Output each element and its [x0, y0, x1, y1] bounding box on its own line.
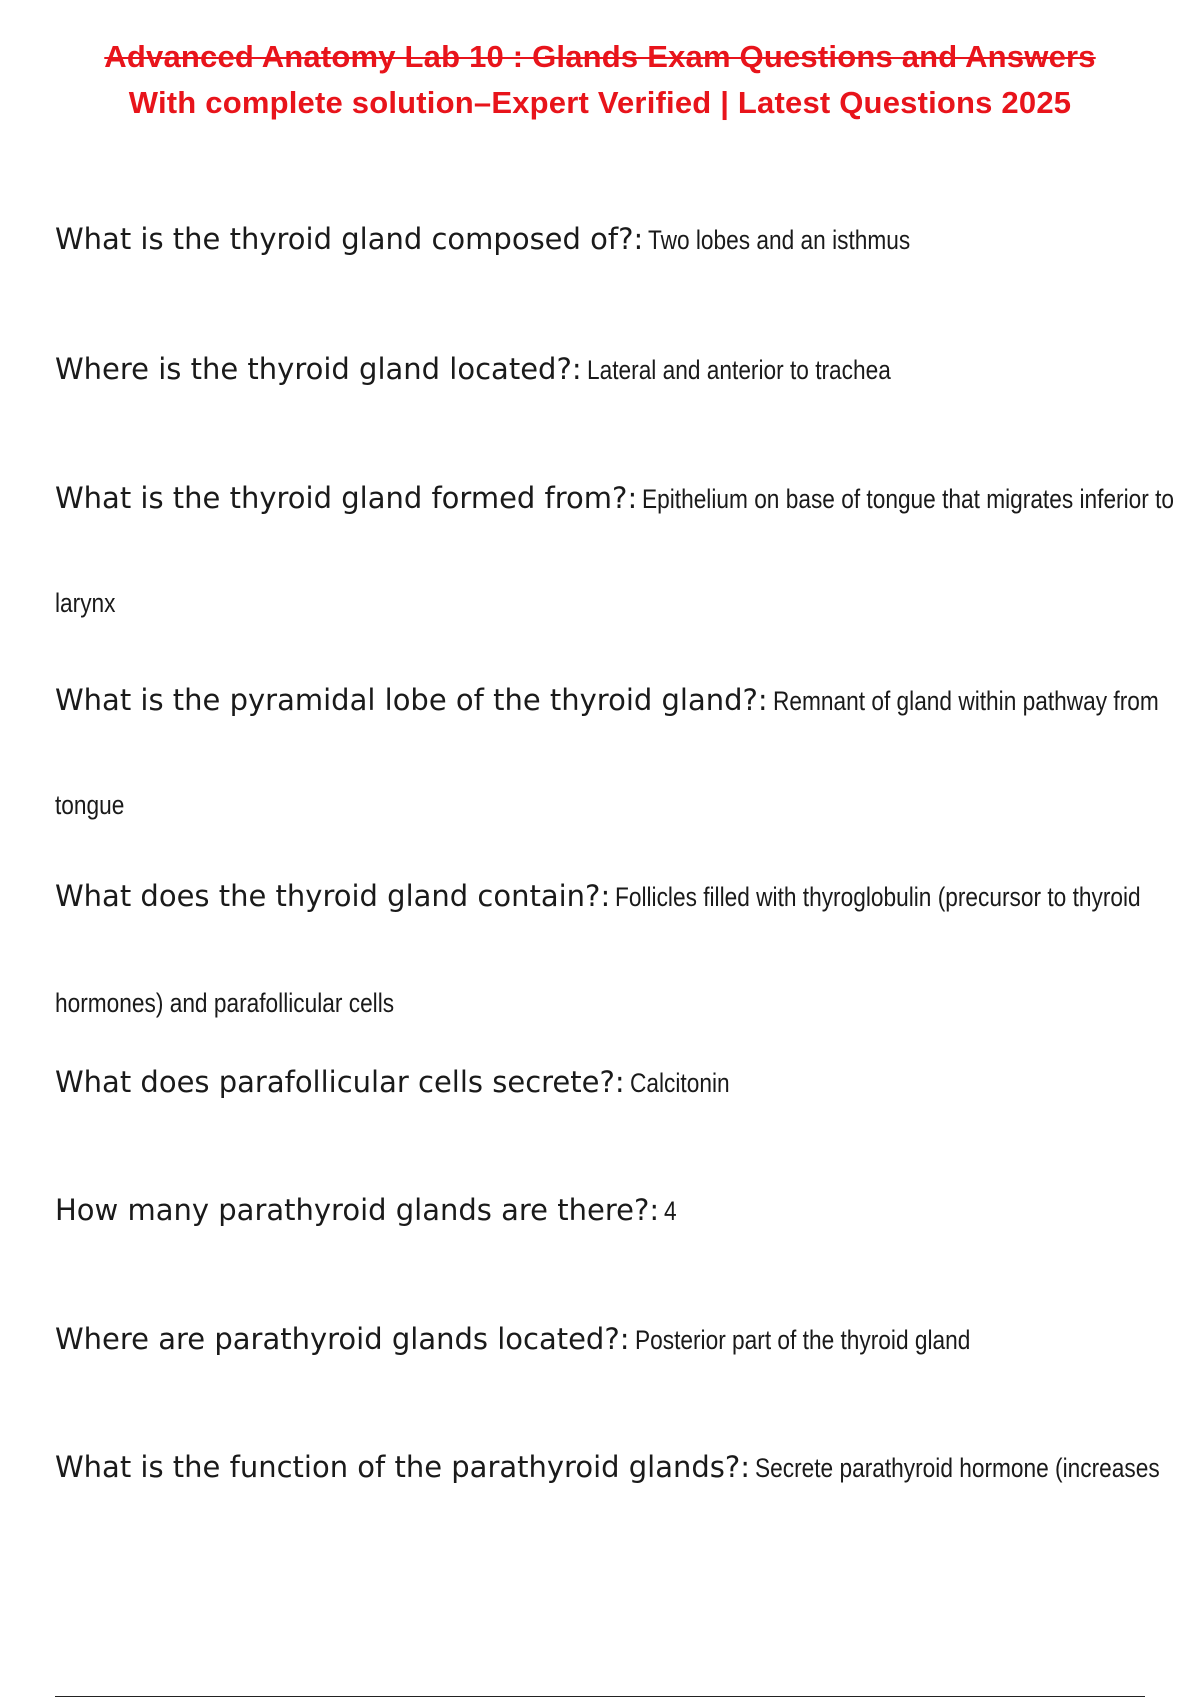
answer-text: Two lobes and an isthmus	[648, 225, 911, 255]
qa-item	[55, 481, 1195, 515]
answer-continuation: hormones) and parafollicular cells	[55, 988, 395, 1018]
question-text: What is the function of the parathyroid glands?:	[55, 1450, 751, 1484]
qa-item	[55, 1450, 1195, 1484]
document-subtitle: With complete solution–Expert Verified | Latest Questions 2025	[128, 85, 1072, 120]
qa-item	[55, 352, 1195, 386]
question-text: What is the pyramidal lobe of the thyroid gland?:	[55, 683, 768, 717]
footer-divider	[55, 1696, 1145, 1697]
document-header	[0, 34, 1200, 126]
answer-text: Follicles filled with thyroglobulin (precursor to thyroid	[615, 882, 1141, 912]
answer-text: Epithelium on base of tongue that migrates inferior to	[642, 484, 1175, 514]
question-text: What does parafollicular cells secrete?:	[55, 1065, 625, 1099]
question-text: Where are parathyroid glands located?:	[55, 1322, 630, 1356]
answer-text: Lateral and anterior to trachea	[586, 355, 891, 385]
question-text: How many parathyroid glands are there?:	[55, 1193, 660, 1227]
answer-text: Calcitonin	[629, 1068, 730, 1098]
qa-item	[55, 222, 1195, 256]
qa-item	[55, 683, 1195, 717]
answer-continuation: larynx	[55, 588, 116, 618]
question-text: What is the thyroid gland composed of?:	[55, 222, 644, 256]
qa-item	[55, 1322, 1195, 1356]
answer-text: Posterior part of the thyroid gland	[634, 1325, 970, 1355]
qa-item	[55, 1193, 1195, 1227]
question-text: Where is the thyroid gland located?:	[55, 352, 582, 386]
question-text: What is the thyroid gland formed from?:	[55, 481, 638, 515]
qa-item	[55, 879, 1195, 913]
document-title: Advanced Anatomy Lab 10 : Glands Exam Questions and Answers	[104, 39, 1096, 74]
question-text: What does the thyroid gland contain?:	[55, 879, 611, 913]
answer-text: Remnant of gland within pathway from	[772, 686, 1159, 716]
answer-text: Secrete parathyroid hormone (increases	[755, 1453, 1160, 1483]
qa-item	[55, 1065, 1195, 1099]
answer-text: 4	[664, 1196, 677, 1226]
answer-continuation: tongue	[55, 790, 125, 820]
